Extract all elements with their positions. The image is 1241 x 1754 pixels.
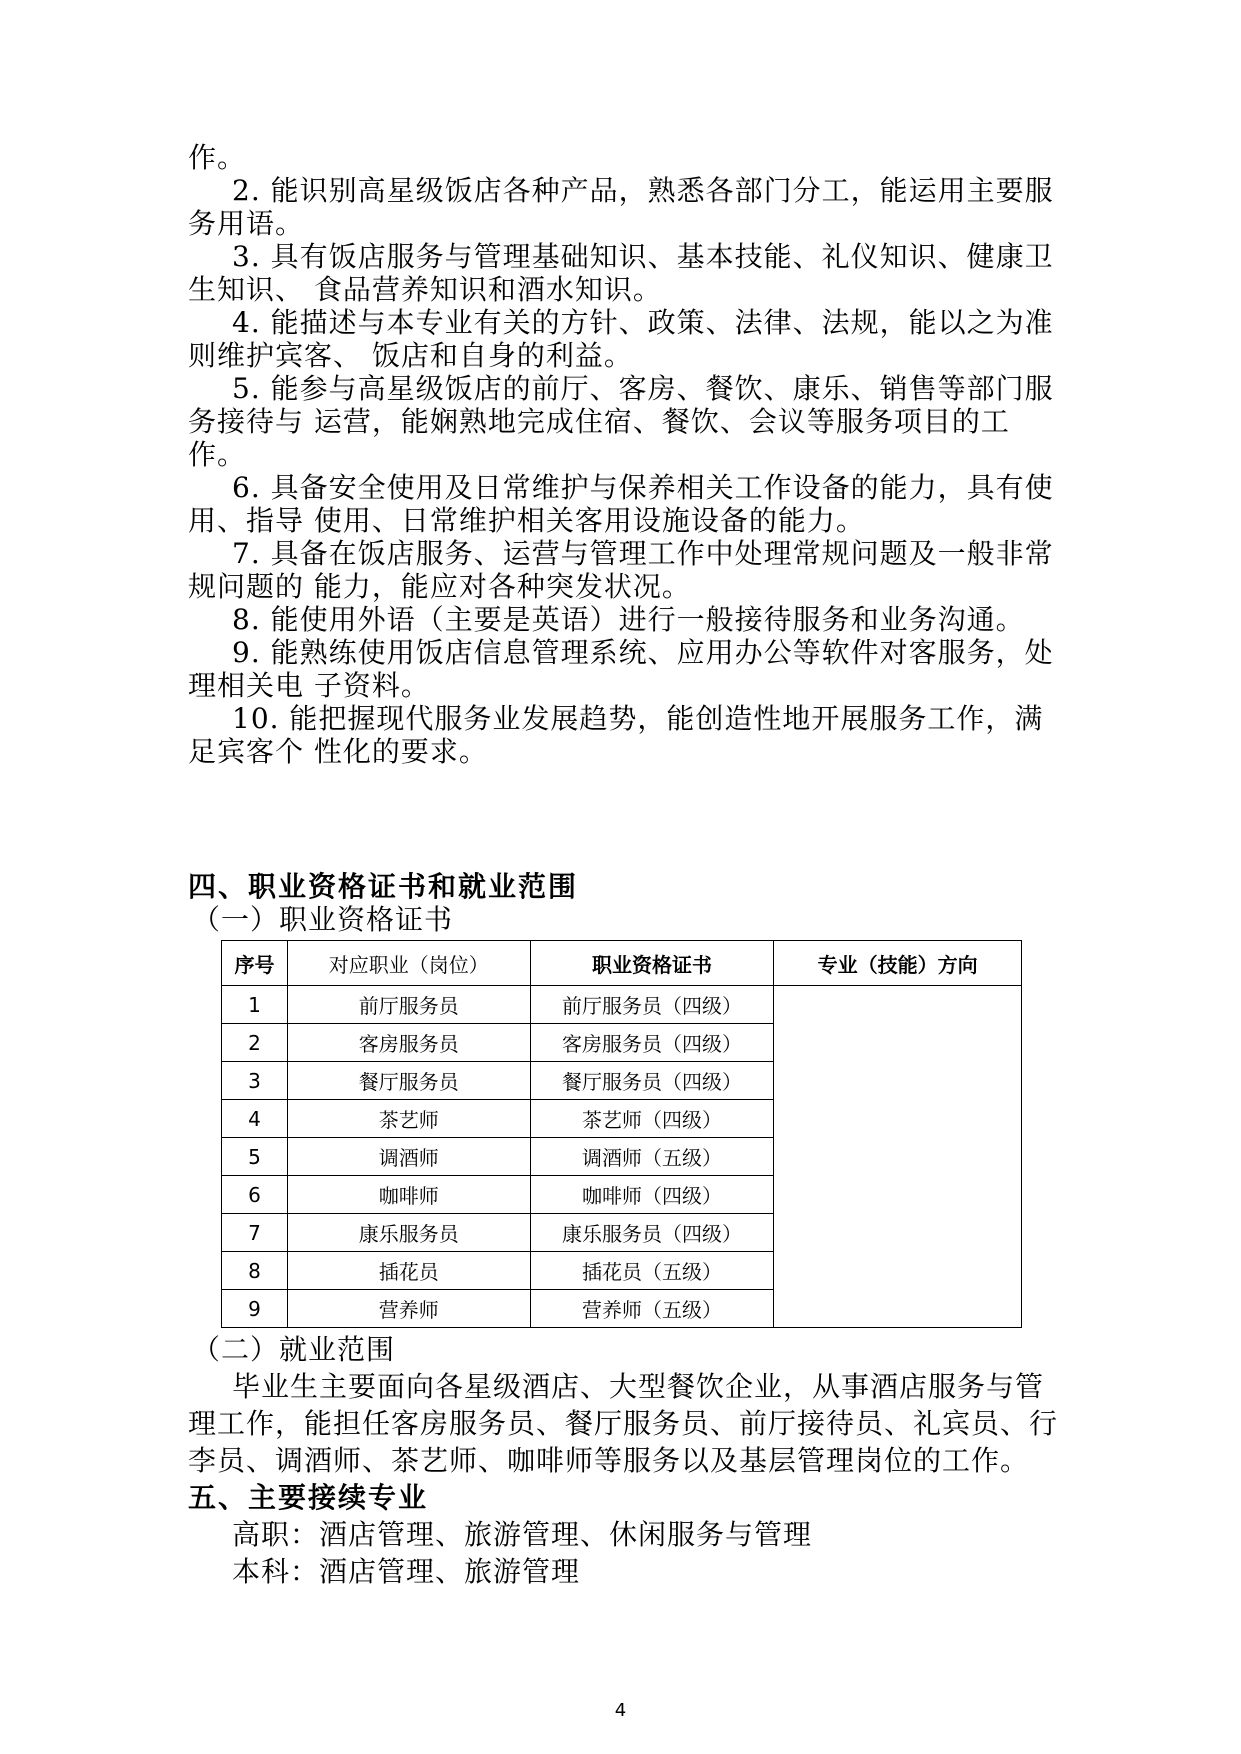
cell-certificate: 康乐服务员（四级）	[530, 1214, 774, 1252]
cell-index: 7	[222, 1214, 288, 1252]
continuation-line: 高职：酒店管理、旅游管理、休闲服务与管理	[232, 1518, 813, 1551]
cell-occupation: 插花员	[287, 1252, 530, 1290]
cell-index: 2	[222, 1024, 288, 1062]
cell-occupation: 前厅服务员	[287, 986, 530, 1024]
cell-index: 6	[222, 1176, 288, 1214]
body-line: 4. 能描述与本专业有关的方针、政策、法律、法规，能以之为准	[232, 306, 1054, 339]
body-line: 5. 能参与高星级饭店的前厅、客房、餐饮、康乐、销售等部门服	[232, 372, 1054, 405]
column-header-certificate: 职业资格证书	[530, 941, 774, 986]
body-line: 足宾客个 性化的要求。	[188, 735, 488, 768]
body-line: 7. 具备在饭店服务、运营与管理工作中处理常规问题及一般非常	[232, 537, 1054, 570]
continuation-line: 本科：酒店管理、旅游管理	[232, 1555, 581, 1588]
body-line: 9. 能熟练使用饭店信息管理系统、应用办公等软件对客服务，处	[232, 636, 1054, 669]
body-line: 10. 能把握现代服务业发展趋势，能创造性地开展服务工作，满	[232, 702, 1044, 735]
cell-occupation: 茶艺师	[287, 1100, 530, 1138]
body-line: 务接待与 运营，能娴熟地完成住宿、餐饮、会议等服务项目的工	[188, 405, 1010, 438]
body-line: 8. 能使用外语（主要是英语）进行一般接待服务和业务沟通。	[232, 603, 1025, 636]
cell-direction	[774, 986, 1022, 1328]
cell-index: 8	[222, 1252, 288, 1290]
page-number: 4	[614, 1700, 627, 1721]
body-line: 用、指导 使用、日常维护相关客用设施设备的能力。	[188, 504, 865, 537]
employment-line: 毕业生主要面向各星级酒店、大型餐饮企业，从事酒店服务与管	[232, 1370, 1045, 1403]
cell-certificate: 前厅服务员（四级）	[530, 986, 774, 1024]
body-line: 务用语。	[188, 207, 305, 240]
body-line: 作。	[188, 438, 247, 471]
body-line: 6. 具备安全使用及日常维护与保养相关工作设备的能力，具有使	[232, 471, 1054, 504]
column-header-direction: 专业（技能）方向	[774, 941, 1022, 986]
cell-certificate: 调酒师（五级）	[530, 1138, 774, 1176]
body-line: 生知识、 食品营养知识和酒水知识。	[188, 273, 662, 306]
cell-certificate: 茶艺师（四级）	[530, 1100, 774, 1138]
column-header-index: 序号	[222, 941, 288, 986]
body-line: 规问题的 能力，能应对各种突发状况。	[188, 570, 691, 603]
section-heading: 四、职业资格证书和就业范围	[188, 870, 579, 903]
body-line: 理相关电 子资料。	[188, 669, 430, 702]
body-line: 作。	[188, 141, 247, 174]
cell-certificate: 营养师（五级）	[530, 1290, 774, 1328]
column-header-occupation: 对应职业（岗位）	[287, 941, 530, 986]
cell-occupation: 营养师	[287, 1290, 530, 1328]
employment-line: 李员、调酒师、茶艺师、咖啡师等服务以及基层管理岗位的工作。	[188, 1444, 1030, 1477]
cell-index: 9	[222, 1290, 288, 1328]
cell-certificate: 客房服务员（四级）	[530, 1024, 774, 1062]
cell-index: 3	[222, 1062, 288, 1100]
subsection-heading: （一）职业资格证书	[192, 903, 454, 936]
table-row	[222, 986, 1022, 1024]
body-line: 则维护宾客、 饭店和自身的利益。	[188, 339, 633, 372]
cell-certificate: 插花员（五级）	[530, 1252, 774, 1290]
cell-occupation: 咖啡师	[287, 1176, 530, 1214]
table-header-row	[222, 941, 1022, 986]
employment-line: 理工作，能担任客房服务员、餐厅服务员、前厅接待员、礼宾员、行	[188, 1407, 1059, 1440]
cell-certificate: 餐厅服务员（四级）	[530, 1062, 774, 1100]
body-line: 2. 能识别高星级饭店各种产品，熟悉各部门分工，能运用主要服	[232, 174, 1054, 207]
subsection-heading: （二）就业范围	[192, 1333, 396, 1366]
section-heading: 五、主要接续专业	[188, 1481, 429, 1514]
cell-occupation: 调酒师	[287, 1138, 530, 1176]
cell-index: 5	[222, 1138, 288, 1176]
cell-occupation: 客房服务员	[287, 1024, 530, 1062]
certificate-table	[221, 940, 1022, 1328]
cell-index: 1	[222, 986, 288, 1024]
cell-index: 4	[222, 1100, 288, 1138]
body-line: 3. 具有饭店服务与管理基础知识、基本技能、礼仪知识、健康卫	[232, 240, 1054, 273]
cell-occupation: 餐厅服务员	[287, 1062, 530, 1100]
cell-certificate: 咖啡师（四级）	[530, 1176, 774, 1214]
cell-occupation: 康乐服务员	[287, 1214, 530, 1252]
